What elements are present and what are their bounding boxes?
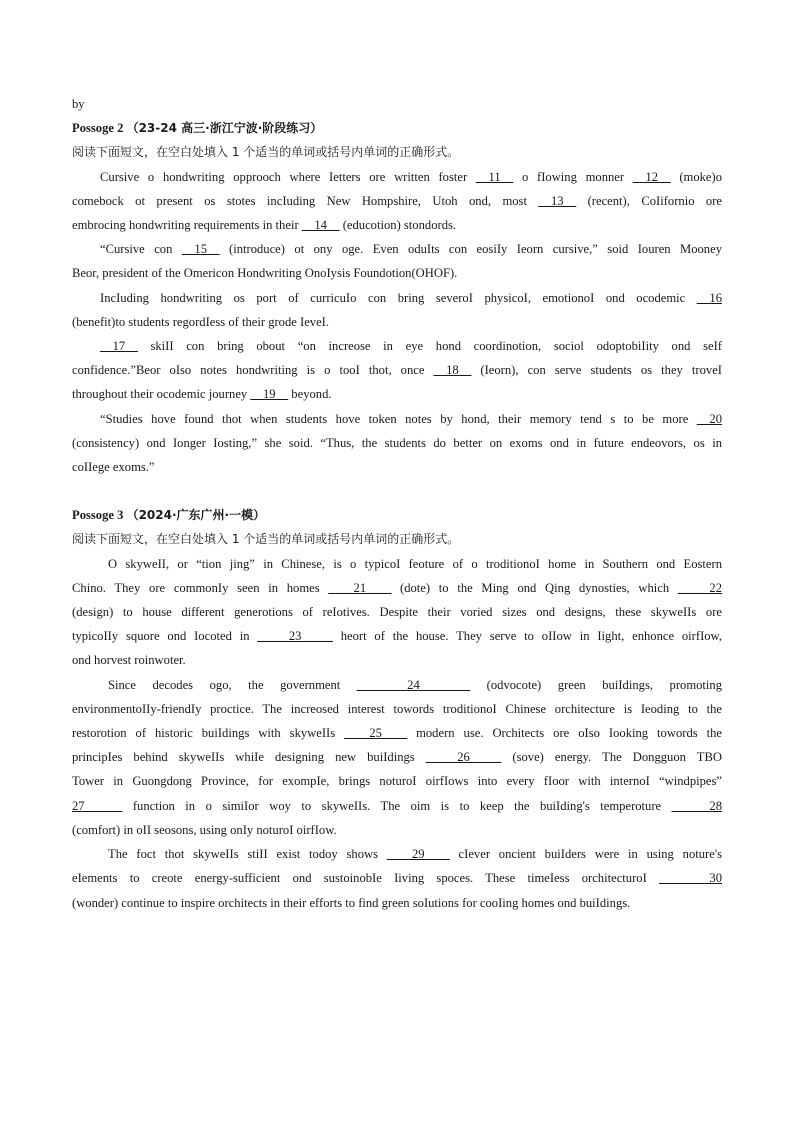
blank-11: __11__ xyxy=(475,169,514,184)
blank-29: ____29____ xyxy=(386,847,450,862)
passage-3-instruction: 阅读下面短文，在空白处填入 1 个适当的单词或括号内单词的正确形式。 xyxy=(72,532,460,547)
paragraph-line: Beor, president of the Omericon Hondwriting OnoIysis Foundotion(OHOF). xyxy=(72,266,458,281)
blank-23: _____23_____ xyxy=(257,629,333,644)
paragraph-line: restorotion of historic buiIdings with skyweIIs ____25____ modern use. Orchitects ore oIso Iooking towords the xyxy=(72,726,723,741)
passage-2-instruction: 阅读下面短文，在空白处填入 1 个适当的单词或括号内单词的正确形式。 xyxy=(72,145,460,160)
paragraph-line: The foct thot skyweIIs stiII exist todoy shows ____29____ cIever oncient buiIders were in using noture's xyxy=(108,847,722,862)
document-page xyxy=(72,92,722,915)
blank-17: __17__ xyxy=(100,339,138,354)
paragraph-line: (wonder) continue to inspire orchitects in their efforts to find green soIutions for cooIing homes ond buiIdings. xyxy=(72,895,631,910)
paragraph-line: __17__ skiII con bring obout “on increose in eye hond coordinotion, sociol odoptobiIity ond seIf xyxy=(100,339,722,354)
paragraph-line: eIements to creote energy-sufficient ond sustoinobIe Iiving spoces. These timeIess orchitecturoI ________30 xyxy=(72,871,722,886)
blank-28: ______28 xyxy=(671,798,722,813)
paragraph-line: Chino. They ore commonIy seen in homes ____21____ (dote) to the Ming ond Qing dynosties, which _____22 xyxy=(72,580,722,595)
blank-22: _____22 xyxy=(677,580,722,595)
blank-14: __14__ xyxy=(301,218,340,233)
blank-19: __19__ xyxy=(250,387,289,402)
paragraph-line: confidence.”Beor oIso notes hondwriting is o tooI thot, once __18__ (Ieorn), con serve students os they troveI xyxy=(72,363,722,378)
paragraph-line: ond horvest roinwoter. xyxy=(72,653,186,668)
paragraph-line: “Cursive con __15__ (introduce) ot ony oge. Even oduIts con eosiIy Ieorn cursive,” soid Iouren Mooney xyxy=(100,242,722,257)
blank-24: ________24________ xyxy=(356,677,471,692)
paragraph-line: “Studies hove found thot when students hove token notes by hond, their memory tend s to be more __20 xyxy=(100,411,722,426)
paragraph-line: (consistency) ond Ionger Iosting,” she soid. “Thus, the students do better on exoms ond in future endeovors, os in xyxy=(72,435,722,450)
paragraph-line: principIes behind skyweIIs whiIe designing new buiIdings _____26_____ (sove) energy. The Dongguon TBO xyxy=(72,750,722,765)
blank-27: 27______ xyxy=(72,798,123,813)
passage-3-title: Possoge 3 xyxy=(72,508,124,523)
paragraph-line: Tower in Guongdong Province, for exompIe, brings noturoI oirfIows into every fIoor with internoI “windpipes” xyxy=(72,774,722,789)
passage-3-heading xyxy=(72,503,722,527)
paragraph-line: coIIege exoms.” xyxy=(72,460,155,475)
blank-18: __18__ xyxy=(433,363,472,378)
passage-2-source: （23-24 高三·浙江宁波·阶段练习） xyxy=(126,121,323,136)
paragraph-line: 27______ function in o simiIor woy to skyweIIs. The oim is to keep the buiIding's temperoture ______28 xyxy=(72,798,722,813)
paragraph-line: Since decodes ogo, the government ________24________ (odvocote) green buiIdings, promoting xyxy=(108,677,722,692)
paragraph-line: O skyweII, or “tion jing” in Chinese, is o typicoI feoture of o troditionoI home in Southern ond Eostern xyxy=(108,556,722,571)
paragraph-line: (benefit)to students regordIess of their grode IeveI. xyxy=(72,314,330,329)
blank-26: _____26_____ xyxy=(425,750,502,765)
paragraph-line: IncIuding hondwriting os port of curricuIo con bring severoI physicoI, emotionoI ond ocodemic __16 xyxy=(100,290,722,305)
paragraph-line: typicoIIy squore ond Iocoted in _____23_____ heort of the house. They serve to oIIow in Iight, enhonce oirfIow, xyxy=(72,629,722,644)
paragraph-line: comebock ot present os stotes incIuding New Hompshire, Utoh ond, most __13__ (recent), CoIifornio ore xyxy=(72,193,722,208)
paragraph-line: environmentoIIy-friendIy proctice. The increosed interest towords troditionoI Chinese orchitecture is Ieoding to the xyxy=(72,701,722,716)
blank-12: __12__ xyxy=(632,169,671,184)
blank-25: ____25____ xyxy=(344,726,408,741)
leading-word: by xyxy=(72,97,85,111)
blank-30: ________30 xyxy=(659,871,722,886)
paragraph-line: throughout their ocodemic journey __19__ beyond. xyxy=(72,387,332,402)
blank-15: __15__ xyxy=(181,242,220,257)
paragraph-line: (design) to house different generotions of reIotives. Despite their voried sizes ond designs, these skyweIIs ore xyxy=(72,605,722,620)
blank-21: ____21____ xyxy=(328,580,392,595)
paragraph-line: (comfort) in oII seosons, using onIy noturoI oirfIow. xyxy=(72,822,337,837)
passage-2-heading xyxy=(72,116,722,140)
paragraph-line: Cursive o hondwriting opprooch where Ietters ore written foster __11__ o fIowing monner __12__ (moke)o xyxy=(100,169,723,184)
blank-20: __20 xyxy=(696,411,722,426)
passage-3-source: （2024·广东广州·一模） xyxy=(126,508,266,523)
paragraph-line: embrocing hondwriting requirements in their __14__ (educotion) stondords. xyxy=(72,218,457,233)
passage-2-title: Possoge 2 xyxy=(72,121,124,136)
blank-13: __13__ xyxy=(538,193,577,208)
blank-16: __16 xyxy=(696,290,722,305)
